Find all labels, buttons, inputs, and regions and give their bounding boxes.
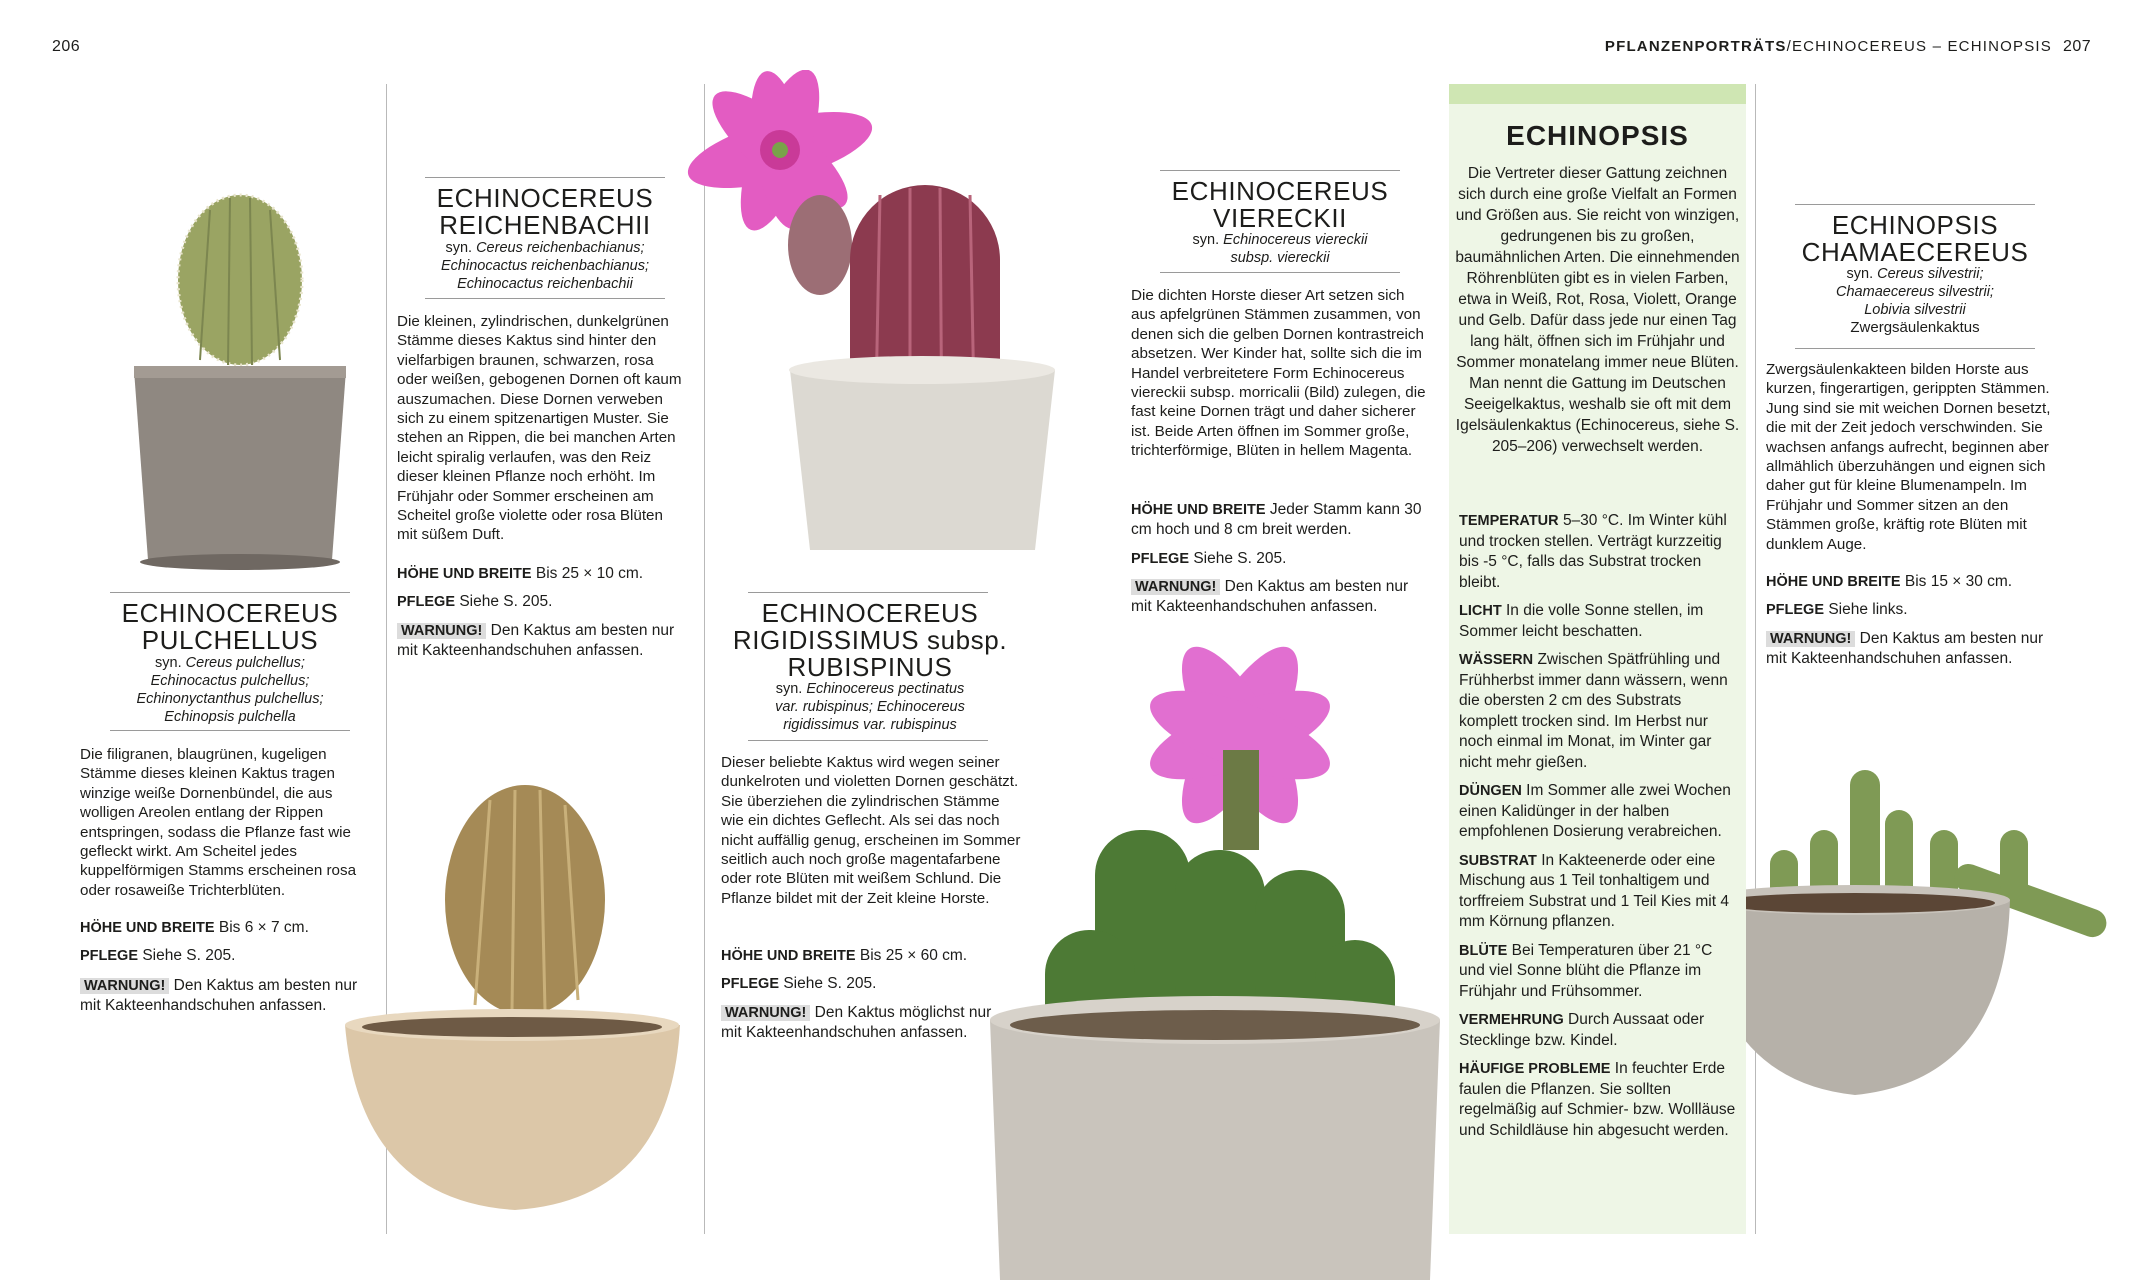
synonym-line: Echinocereus viereckii xyxy=(1223,232,1368,248)
heading-rule xyxy=(748,592,988,593)
echinocereus-reichenbachii-photo xyxy=(340,780,680,1220)
plant-name-rigidissimus: ECHINOCEREUS RIGIDISSIMUS subsp. RUBISPINUS xyxy=(732,598,1008,682)
synonyms-reichenbachii: syn. Cereus reichenbachianus; Echinocactus reichenbachianus; Echinocactus reichenbachii xyxy=(441,240,649,292)
common-name-chamaecereus: Zwergsäulenkaktus xyxy=(1850,319,1980,336)
size-value: Bis 25 × 10 cm. xyxy=(535,565,644,582)
running-header-subsection: /ECHINOCEREUS – ECHINOPSIS xyxy=(1786,38,2052,55)
fact-label: VERMEHRUNG xyxy=(1459,1012,1564,1028)
care-rigidissimus xyxy=(721,974,1021,994)
size-label: HÖHE UND BREITE xyxy=(80,920,215,936)
care-value: Siehe S. 205. xyxy=(459,593,553,610)
heading-rule xyxy=(425,177,665,178)
care-chamaecereus xyxy=(1766,600,2066,620)
genus-facts xyxy=(1459,511,1742,1149)
fact-text: In Kakteenerde oder eine Mischung aus 1 Teil tonhaltigem und torffreiem Substrat und 1 Teil Kies mit 4 mm Körnung pflanzen. xyxy=(1459,851,1729,930)
fact-label: HÄUFIGE PROBLEME xyxy=(1459,1061,1611,1077)
care-viereckii xyxy=(1131,549,1431,569)
fact-text: In feuchter Erde faulen die Pflanzen. Sie sollten regelmäßig auf Schmier- bzw. Wollläuse und Schildläuse hin abgesucht werden. xyxy=(1459,1060,1736,1139)
size-value: Bis 25 × 60 cm. xyxy=(859,947,968,964)
warning-text: Den Kaktus möglichst nur mit Kakteenhandschuhen anfassen. xyxy=(721,1004,992,1041)
warning-badge: WARNUNG! xyxy=(397,623,486,639)
description-viereckii: Die dichten Horste dieser Art setzen sich aus apfelgrünen Stämmen zusammen, von denen sich die gelben Dornen kontrastreich absetzen. Wer Kinder hat, sollte sich die im Handel verbreitetere Form Echinocereus viereckii subsp. morricalii (Bild) zulegen, die fast keine Dornen trägt und daher sicherer ist. Beide Arten öffnen im Sommer große, trichterförmige, Blüten in hellem Magenta. xyxy=(1131,287,1426,460)
warning-badge: WARNUNG! xyxy=(1766,631,1855,647)
synonym-line: Echinonyctanthus pulchellus; xyxy=(136,691,324,707)
echinocereus-pulchellus-photo xyxy=(120,180,360,580)
description-reichenbachii: Die kleinen, zylindrischen, dunkelgrünen Stämme dieses Kaktus sind hinter den vielfarbigen braunen, schwarzen, rosa oder weißen, gebogenen Dornen oft kaum auszumachen. Diese Dornen verweben sich zu einem spitzenartigen Muster. Sie stehen an Rippen, die bei manchen Arten leicht spiralig verlaufen, was den Reiz dieser kleinen Pflanze noch erhöht. Im Frühjahr oder Sommer erscheinen am Scheitel große violette oder rosa Blüten mit süßem Duft. xyxy=(397,313,682,544)
plant-name-reichenbachii: ECHINOCEREUS REICHENBACHII xyxy=(436,183,654,240)
care-label: PFLEGE xyxy=(80,948,139,964)
plant-name-pulchellus: ECHINOCEREUS PULCHELLUS xyxy=(121,598,339,655)
fact-problems xyxy=(1459,1059,1742,1141)
fact-light xyxy=(1459,601,1742,642)
size-value: Jeder Stamm kann 30 cm hoch und 8 cm breit werden. xyxy=(1131,501,1422,538)
synonym-line: Echinocereus pectinatus xyxy=(806,681,965,697)
size-label: HÖHE UND BREITE xyxy=(1131,502,1266,518)
size-reichenbachii xyxy=(397,564,697,584)
warning-badge: WARNUNG! xyxy=(1131,579,1220,595)
heading-rule xyxy=(110,592,350,593)
size-label: HÖHE UND BREITE xyxy=(1766,574,1901,590)
warning-pulchellus xyxy=(80,976,380,1016)
care-label: PFLEGE xyxy=(397,594,456,610)
warning-text: Den Kaktus am besten nur mit Kakteenhandschuhen anfassen. xyxy=(80,977,358,1014)
heading-rule xyxy=(1795,348,2035,349)
synonym-line: Cereus pulchellus; xyxy=(185,655,305,671)
fact-text: Bei Temperaturen über 21 °C und viel Sonne blüht die Pflanze im Frühjahr und Frühsommer. xyxy=(1459,941,1713,1000)
fact-label: TEMPERATUR xyxy=(1459,513,1559,529)
heading-rule xyxy=(110,730,350,731)
warning-badge: WARNUNG! xyxy=(721,1005,810,1021)
synonym-line: Cereus silvestrii; xyxy=(1877,266,1984,282)
fact-fertilizing xyxy=(1459,781,1742,843)
description-chamaecereus: Zwergsäulenkakteen bilden Horste aus kurzen, fingerartigen, gerippten Stämmen. Jung sind sie mit weichen Dornen besetzt, die mit der Zeit jedoch verschwinden. Sie wachsen anfangs aufrecht, beginnen aber allmählich überzuhängen und eignen sich daher gut für kleine Blumenampeln. Im Frühjahr und Sommer sitzen an den Stämmen große, kräftig rote Blüten mit dunklem Auge. xyxy=(1766,361,2051,553)
fact-label: WÄSSERN xyxy=(1459,652,1534,668)
fact-text: Durch Aussaat oder Stecklinge bzw. Kindel. xyxy=(1459,1011,1705,1049)
heading-rule xyxy=(1795,204,2035,205)
care-label: PFLEGE xyxy=(1131,551,1190,567)
running-header xyxy=(1605,38,2052,55)
synonym-line: Echinocactus reichenbachianus; xyxy=(441,258,649,274)
warning-text: Den Kaktus am besten nur mit Kakteenhandschuhen anfassen. xyxy=(1131,578,1409,615)
synonyms-viereckii: syn. Echinocereus viereckii subsp. viereckii xyxy=(1192,232,1368,266)
synonyms-pulchellus: syn. Cereus pulchellus; Echinocactus pulchellus; Echinonyctanthus pulchellus; Echinopsis pulchella xyxy=(136,655,324,725)
warning-rigidissimus xyxy=(721,1003,1001,1043)
plant-name-chamaecereus: ECHINOPSIS CHAMAECEREUS xyxy=(1801,210,2029,267)
echinocereus-viereckii-photo xyxy=(985,640,1445,1280)
synonym-line: Echinopsis pulchella xyxy=(164,709,296,725)
size-label: HÖHE UND BREITE xyxy=(721,948,856,964)
heading-rule xyxy=(1160,170,1400,171)
warning-text: Den Kaktus am besten nur mit Kakteenhandschuhen anfassen. xyxy=(1766,630,2044,667)
fact-text: Zwischen Spätfrühling und Frühherbst immer dann wässern, wenn die obersten 2 cm des Substrats komplett trocken sind. Im Herbst nur noch einmal im Monat, im Winter gar nicht mehr gießen. xyxy=(1459,651,1728,771)
warning-viereckii xyxy=(1131,577,1431,617)
echinopsis-chamaecereus-photo xyxy=(1700,770,2142,1150)
genus-panel-bar xyxy=(1449,84,1746,104)
genus-intro: Die Vertreter dieser Gattung zeichnen sich durch eine große Vielfalt an Formen und Größen aus. Sie reicht von winzigen, gedrungenen bis zu großen, baumähnlichen Arten. Die einnehmenden Röhrenblüten gibt es in vielen Farben, etwa in Weiß, Rot, Rosa, Violett, Orange und Gelb. Dafür dass jede nur einen Tag lang hält, öffnen sich im Frühjahr und Sommer monatelang immer neue Blüten. Man nennt die Gattung im Deutschen Seeigelkaktus, weshalb sie oft mit dem Igelsäulenkaktus (Echinocereus, siehe S. 205–206) verwechselt werden. xyxy=(1455,165,1740,455)
fact-flowering xyxy=(1459,941,1742,1003)
fact-watering xyxy=(1459,650,1742,773)
synonym-line: Echinocactus reichenbachii xyxy=(457,276,633,292)
size-chamaecereus xyxy=(1766,572,2066,592)
heading-rule xyxy=(425,298,665,299)
fact-temperature xyxy=(1459,511,1742,593)
care-value: Siehe S. 205. xyxy=(1193,550,1287,567)
synonym-line: Cereus reichenbachianus; xyxy=(476,240,645,256)
description-pulchellus: Die filigranen, blaugrünen, kugeligen Stämme dieses kleinen Kaktus tragen winzige weiße Dornenbündel, die aus wolligen Areolen entlang der Rippen entspringen, sodass die Pflanze fast wie gefleckt wirkt. Am Scheitel jedes kuppelförmigen Stamms erscheinen rosa oder rosaweiße Trichterblüten. xyxy=(80,746,357,899)
fact-text: In die volle Sonne stellen, im Sommer leicht beschatten. xyxy=(1459,602,1704,640)
fact-text: 5–30 °C. Im Winter kühl und trocken stellen. Verträgt kurzzeitig bis -5 °C, falls das Substrat trocken bleibt. xyxy=(1459,512,1727,591)
fact-label: DÜNGEN xyxy=(1459,783,1522,799)
heading-rule xyxy=(748,740,988,741)
size-value: Bis 15 × 30 cm. xyxy=(1904,573,2013,590)
size-label: HÖHE UND BREITE xyxy=(397,566,532,582)
synonym-line: Lobivia silvestrii xyxy=(1864,302,1966,318)
size-viereckii xyxy=(1131,500,1431,540)
synonyms-chamaecereus: syn. Cereus silvestrii; Chamaecereus silvestrii; Lobivia silvestrii xyxy=(1836,266,1994,318)
warning-badge: WARNUNG! xyxy=(80,978,169,994)
size-pulchellus xyxy=(80,918,380,938)
heading-rule xyxy=(1160,272,1400,273)
care-reichenbachii xyxy=(397,592,697,612)
size-rigidissimus xyxy=(721,946,1021,966)
synonym-line: rigidissimus var. rubispinus xyxy=(783,717,957,733)
synonyms-rigidissimus: syn. Echinocereus pectinatus var. rubispinus; Echinocereus rigidissimus var. rubispinus xyxy=(775,681,965,733)
fact-substrate xyxy=(1459,851,1742,933)
fact-text: Im Sommer alle zwei Wochen einen Kalidünger in der halben empfohlenen Dosierung verabreichen. xyxy=(1459,782,1731,840)
genus-title: ECHINOPSIS xyxy=(1506,120,1689,151)
running-header-section: PFLANZENPORTRÄTS xyxy=(1604,38,1787,55)
fact-propagation xyxy=(1459,1010,1742,1051)
care-value: Siehe S. 205. xyxy=(142,947,236,964)
description-rigidissimus: Dieser beliebte Kaktus wird wegen seiner dunkelroten und violetten Dornen geschätzt. Sie überziehen die zylindrischen Stämme wie ein dichtes Geflecht. Als sei das noch nicht auffällig genug, erscheinen im Sommer seitlich auch noch große magentafarbene oder rote Blüten mit weißem Schlund. Die Pflanze bildet mit der Zeit kleine Horste. xyxy=(721,754,1021,907)
plant-name-viereckii: ECHINOCEREUS VIERECKII xyxy=(1171,176,1389,233)
synonym-line: Chamaecereus silvestrii; xyxy=(1836,284,1994,300)
echinocereus-rigidissimus-photo xyxy=(670,70,1070,570)
warning-chamaecereus xyxy=(1766,629,2066,669)
fact-label: BLÜTE xyxy=(1459,942,1508,959)
care-label: PFLEGE xyxy=(1766,602,1825,618)
synonym-line: var. rubispinus; Echinocereus xyxy=(775,699,965,715)
warning-reichenbachii xyxy=(397,621,697,661)
care-value: Siehe links. xyxy=(1828,601,1908,618)
page-number-right: 207 xyxy=(2063,38,2092,55)
care-value: Siehe S. 205. xyxy=(783,975,877,992)
fact-label: SUBSTRAT xyxy=(1459,852,1537,869)
warning-text: Den Kaktus am besten nur mit Kakteenhandschuhen anfassen. xyxy=(397,622,675,659)
care-label: PFLEGE xyxy=(721,976,780,992)
fact-label: LICHT xyxy=(1459,603,1502,619)
page-number-left: 206 xyxy=(52,38,81,55)
synonym-line: subsp. viereckii xyxy=(1230,250,1330,266)
size-value: Bis 6 × 7 cm. xyxy=(218,919,309,936)
synonym-line: Echinocactus pulchellus; xyxy=(150,673,310,689)
care-pulchellus xyxy=(80,946,380,966)
